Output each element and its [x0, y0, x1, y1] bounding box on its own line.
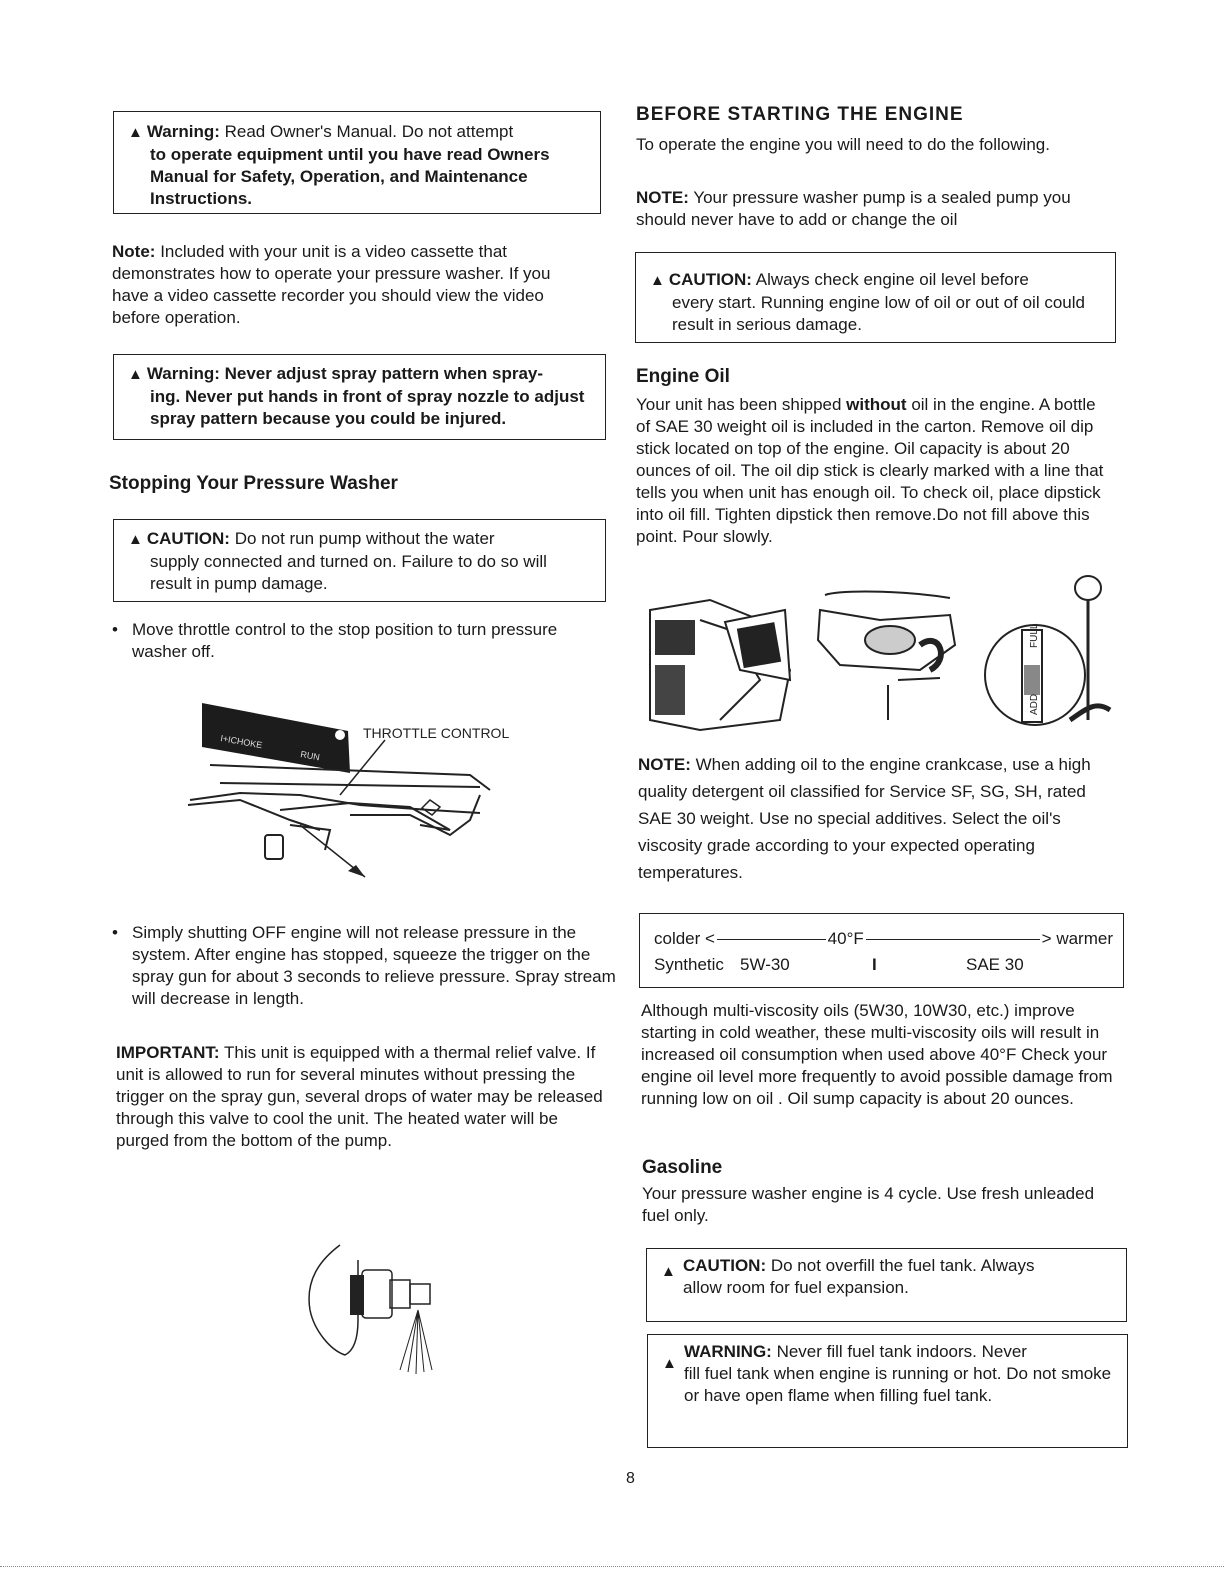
warning-lead: Warning: — [146, 122, 220, 141]
warning-body: ing. Never put hands in front of spray nozzle to adjust spray pattern because you could be injured. — [150, 387, 585, 428]
temperature-row — [654, 926, 1113, 952]
bullet-throttle — [112, 619, 572, 663]
important-note — [116, 1042, 608, 1152]
warning-box-fuel-tank — [647, 1334, 1128, 1448]
caution-lead: CAUTION: — [146, 529, 230, 548]
bullet-text: Move throttle control to the stop position to turn pressure washer off. — [132, 620, 558, 661]
bullet-icon: • — [112, 620, 118, 639]
before-starting-text: To operate the engine you will need to do the following. — [636, 135, 1050, 154]
oil-dipstick-illustration — [640, 570, 1120, 740]
engine-oil-emphasis: without — [846, 395, 907, 414]
gasoline-heading: Gasoline — [642, 1157, 723, 1178]
bottom-rule — [0, 1566, 1224, 1567]
video-note — [112, 241, 592, 329]
engine-oil-heading: Engine Oil — [636, 366, 730, 387]
warning-triangle-icon: ▲ — [128, 366, 143, 383]
bullet-release-pressure — [112, 922, 630, 1010]
caution-first-line: Do not run pump without the water — [234, 529, 495, 548]
caution-body: allow room for fuel expansion. — [683, 1278, 909, 1297]
caution-first-line: Always check engine oil level before — [755, 270, 1029, 289]
caution-body: supply connected and turned on. Failure to do so will result in pump damage. — [150, 552, 547, 593]
spray-nozzle-illustration — [300, 1240, 440, 1380]
grade-divider: I — [872, 955, 877, 974]
bullet-text: Simply shutting OFF engine will not release pressure in the system. After engine has stopped, squeeze the trigger on the spray gun for about 3 seconds to relieve pressure. Spray stream will decrease in length. — [132, 923, 616, 1008]
note-text: Included with your unit is a video cassette that demonstrates how to operate your pressure washer. If you have a video cassette recorder you should view the video before operation. — [112, 242, 551, 327]
note-text: When adding oil to the engine crankcase, use a high quality detergent oil classified for Service SF, SG, SH, rated SAE 30 weight. Use no special additives. Select the oil's viscosity grade according to your expected operating temperatures. — [638, 755, 1091, 882]
stopping-heading: Stopping Your Pressure Washer — [109, 473, 398, 494]
warning-body: to operate equipment until you have read Owners Manual for Safety, Operation, and Maintenance Instructions. — [150, 145, 550, 208]
before-starting-heading: BEFORE STARTING THE ENGINE — [636, 104, 964, 125]
warning-first-line: Read Owner's Manual. Do not attempt — [224, 122, 514, 141]
viscosity-text: Although multi-viscosity oils (5W30, 10W30, etc.) improve starting in cold weather, these multi-viscosity oils will result in increased oil consumption when used above 40°F Check your engine oil level more frequently to avoid possible damage from running low on oil . Oil sump capacity is about 20 ounces. — [641, 1001, 1113, 1108]
grade-row — [654, 952, 1113, 978]
caution-lead: CAUTION: — [668, 270, 752, 289]
throttle-control-label: THROTTLE CONTROL — [363, 725, 510, 741]
warning-first-line: Never adjust spray pattern when spray- — [224, 364, 544, 383]
temperature-mark: 40°F — [827, 929, 864, 948]
oil-grade-note — [638, 751, 1120, 886]
note-lead: Note: — [112, 242, 156, 261]
note-lead: NOTE: — [636, 188, 689, 207]
warning-triangle-icon: ▲ — [662, 1355, 677, 1372]
dipstick-full-mark: FULL — [1029, 623, 1040, 648]
note-text: Your pressure washer pump is a sealed pump you should never have to add or change the oil — [636, 188, 1071, 229]
sealed-pump-note — [636, 187, 1106, 231]
colder-label: colder < — [654, 929, 715, 948]
synthetic-label: Synthetic — [654, 955, 724, 974]
panel-marking: I+ICHOKE — [219, 733, 264, 751]
throttle-control-illustration — [180, 695, 540, 885]
caution-box-fuel — [646, 1248, 1127, 1322]
bullet-icon: • — [112, 923, 118, 942]
panel-marking: RUN — [299, 749, 321, 763]
caution-body: every start. Running engine low of oil or out of oil could result in serious damage. — [672, 293, 1085, 334]
warning-lead: WARNING: — [684, 1342, 772, 1361]
caution-triangle-icon: ▲ — [650, 272, 665, 289]
dipstick-add-mark: ADD — [1029, 693, 1040, 715]
warmer-label: > warmer — [1041, 929, 1113, 948]
caution-triangle-icon: ▲ — [661, 1263, 676, 1280]
engine-oil-intro: Your unit has been shipped — [636, 395, 842, 414]
temperature-grade-table — [639, 913, 1124, 988]
note-lead: NOTE: — [638, 755, 691, 774]
grade-5w30: 5W-30 — [740, 955, 790, 974]
page-number: 8 — [626, 1470, 635, 1487]
important-lead: IMPORTANT: — [116, 1043, 220, 1062]
caution-box-oil-level — [635, 252, 1116, 343]
engine-oil-text — [636, 394, 1112, 548]
important-text: This unit is equipped with a thermal relief valve. If unit is allowed to run for several minutes without pressing the trigger on the spray gun, several drops of water may be released through this valve to cool the unit. The heated water will be purged from the bottom of the pump. — [116, 1043, 603, 1150]
warning-first-line: Never fill fuel tank indoors. Never — [776, 1342, 1027, 1361]
warning-body: fill fuel tank when engine is running or hot. Do not smoke or have open flame when filling fuel tank. — [684, 1364, 1112, 1405]
caution-triangle-icon: ▲ — [128, 531, 143, 548]
engine-oil-body: oil in the engine. A bottle of SAE 30 weight oil is included in the carton. Remove oil dip stick located on top of the engine. Oil capacity is about 20 ounces of oil. The oil dip stick is clearly marked with a line that tells you when unit has enough oil. To check oil, place dipstick into oil fill. Tighten dipstick then remove.Do not fill above this point. Pour slowly. — [636, 395, 1104, 546]
caution-box-pump — [113, 519, 606, 602]
warning-box-spray-pattern — [113, 354, 606, 440]
warning-lead: Warning: — [146, 364, 220, 383]
caution-lead: CAUTION: — [683, 1256, 767, 1275]
gasoline-text: Your pressure washer engine is 4 cycle. Use fresh unleaded fuel only. — [642, 1184, 1095, 1225]
grade-sae30: SAE 30 — [966, 955, 1024, 974]
panel-knob — [335, 730, 345, 740]
caution-first-line: Do not overfill the fuel tank. Always — [770, 1256, 1035, 1275]
warning-triangle-icon: ▲ — [128, 124, 143, 141]
warning-box-owners-manual — [113, 111, 601, 214]
